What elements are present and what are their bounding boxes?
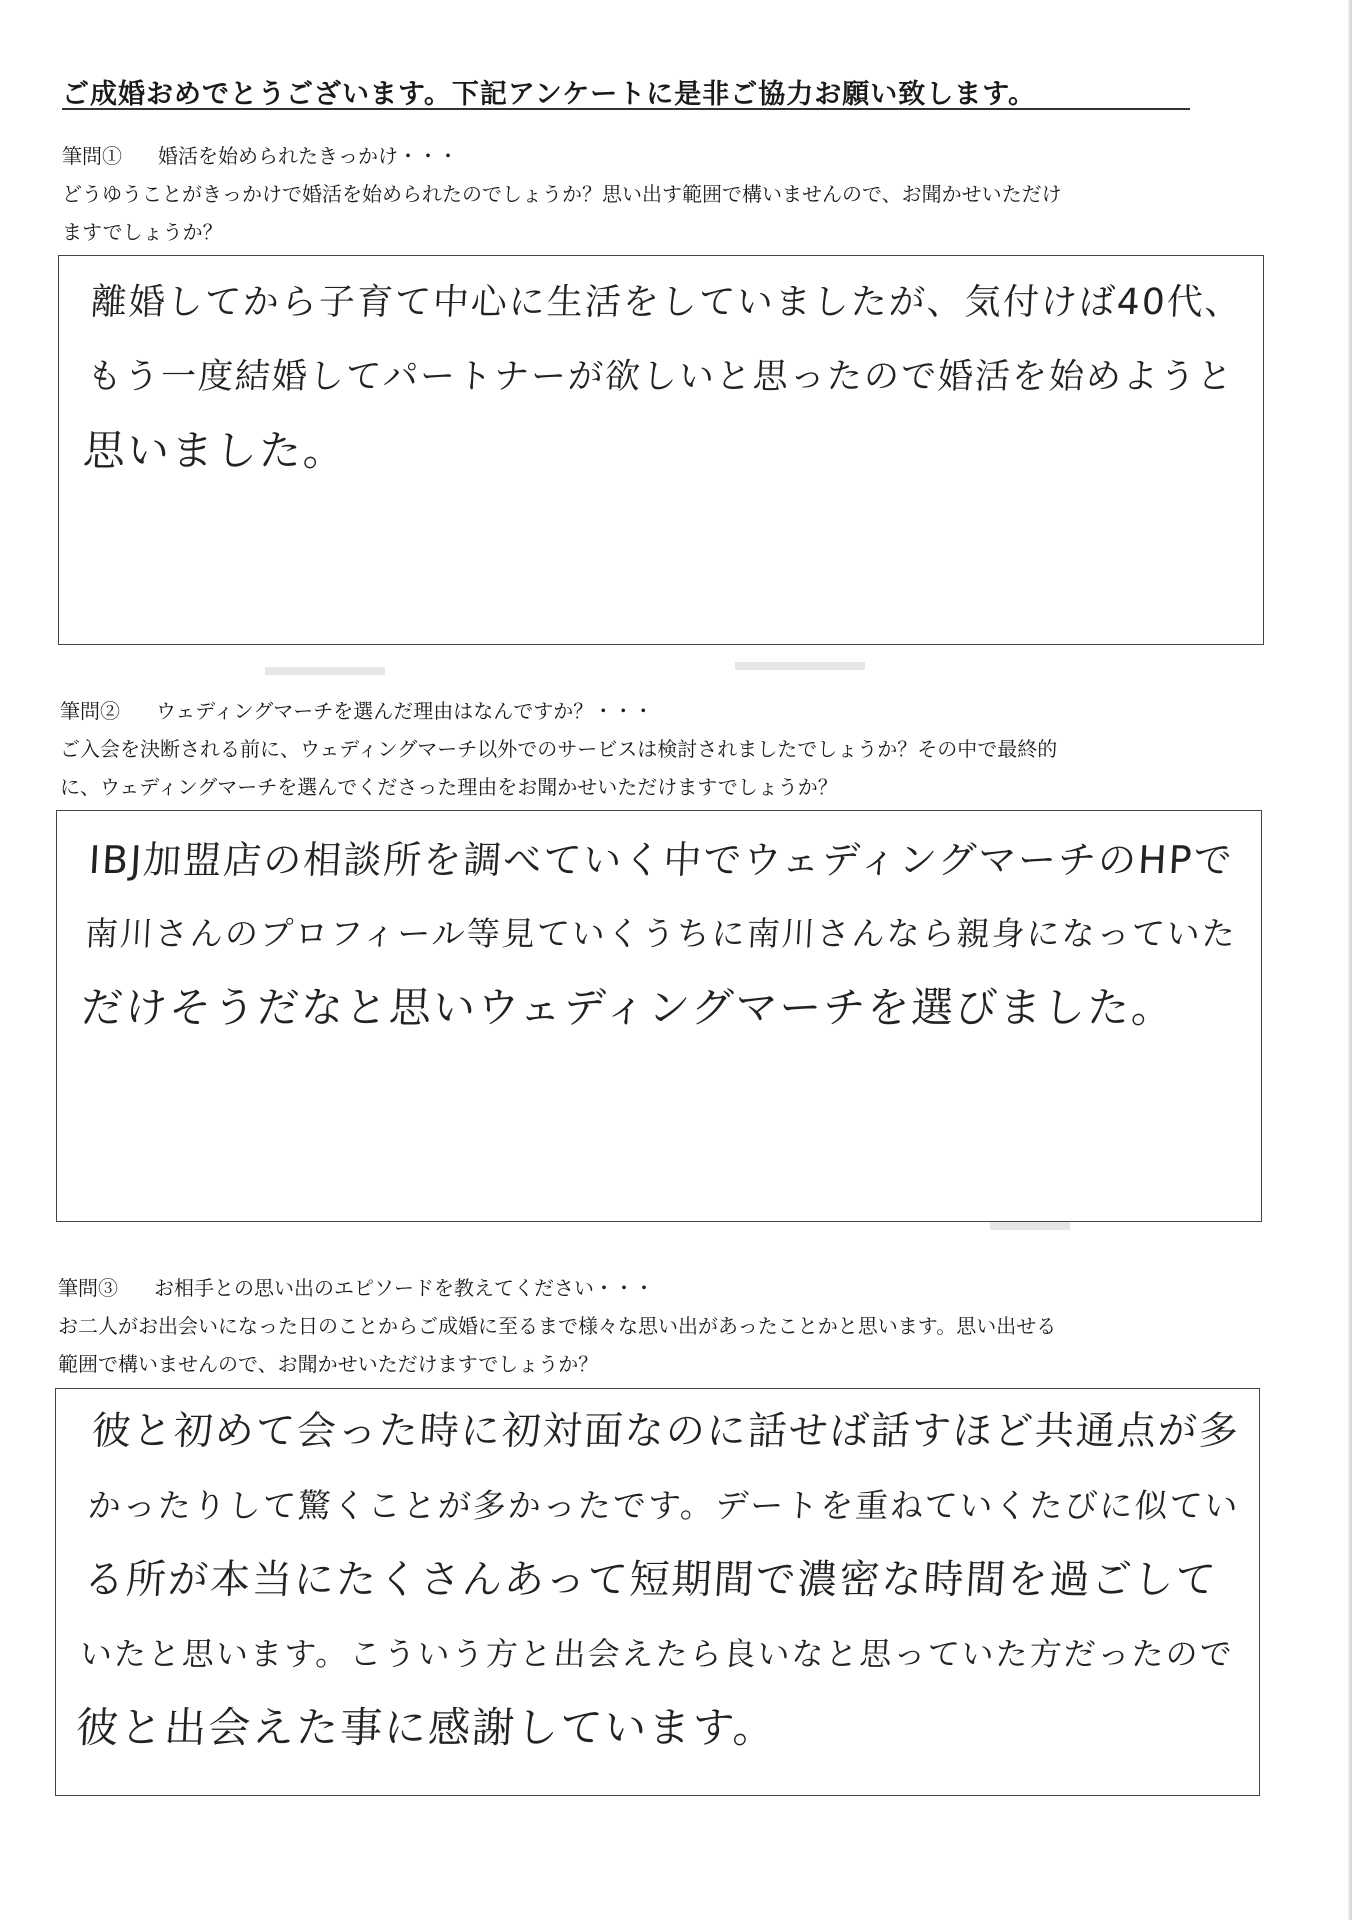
answer-box-2 (56, 810, 1262, 1222)
answer-2-line: 南川さんのプロフィール等見ていくうちに南川さんなら親身になっていた (84, 914, 1238, 953)
question-3-number: 筆問③ (58, 1276, 118, 1300)
question-1-prompt-line: どうゆうことがきっかけで婚活を始められたのでしょうか？思い出す範囲で構いませんので、お聞かせいただけ (62, 182, 1062, 206)
scan-page-edge (1348, 0, 1352, 1920)
question-2-prompt-line: ご入会を決断される前に、ウェディングマーチ以外でのサービスは検討されましたでしょうか？その中で最終的 (60, 737, 1058, 761)
answer-1-line: もう一度結婚してパートナーが欲しいと思ったので婚活を始めようと (85, 357, 1236, 397)
question-2-prompt (60, 730, 1057, 806)
title-underline (62, 108, 1190, 110)
answer-box-3 (55, 1388, 1260, 1796)
survey-title: ご成婚おめでとうございます。下記アンケートに是非ご協力お願い致します。 (62, 79, 1037, 110)
question-3-heading (58, 1272, 654, 1301)
scan-smudge (990, 1222, 1070, 1230)
answer-1-line: 思いました。 (81, 426, 349, 475)
answer-3-text (74, 1395, 1252, 1765)
answer-3-line: 彼と出会えた事に感謝しています。 (74, 1703, 779, 1752)
scan-smudge (735, 662, 865, 670)
answer-1-line: 離婚してから子育て中心に生活をしていましたが、気付けば40代、 (89, 282, 1244, 323)
answer-3-line: かったりして驚くことが多かったです。デートを重ねていくたびに似てい (86, 1486, 1241, 1525)
question-2-title: ウェディングマーチを選んだ理由はなんですか？・・・ (156, 699, 654, 723)
answer-box-1 (58, 255, 1264, 645)
answer-2-text (79, 823, 1251, 1045)
question-1-prompt-line: ますでしょうか？ (62, 220, 223, 244)
question-1-heading (62, 140, 458, 169)
question-3-prompt-line: 範囲で構いませんので、お聞かせいただけますでしょうか？ (58, 1352, 599, 1376)
question-2-prompt-line: に、ウェディングマーチを選んでくださった理由をお聞かせいただけますでしょうか？ (60, 775, 838, 799)
question-3-prompt-line: お二人がお出会いになった日のことからご成婚に至るまで様々な思い出があったことかと思います。思い出せる (58, 1314, 1057, 1338)
scan-smudge (265, 667, 385, 675)
question-1-title: 婚活を始められたきっかけ・・・ (158, 144, 458, 168)
answer-3-line: いたと思います。こういう方と出会えたら良いなと思っていた方だったので (79, 1635, 1235, 1673)
question-1-number: 筆問① (62, 144, 122, 168)
question-3-prompt (58, 1307, 1056, 1383)
question-2-heading (60, 695, 653, 724)
answer-2-line: だけそうだなと思いウェディングマーチを選びました。 (79, 983, 1177, 1032)
answer-3-line: 彼と初めて会った時に初対面なのに話せば話すほど共通点が多 (90, 1409, 1241, 1454)
question-1-prompt (62, 175, 1062, 251)
answer-2-line: IBJ加盟店の相談所を調べていく中でウェディングマーチのHPで (87, 838, 1235, 882)
question-3-title: お相手との思い出のエピソードを教えてください・・・ (154, 1276, 654, 1300)
answer-3-line: る所が本当にたくさんあって短期間で濃密な時間を過ごして (82, 1557, 1219, 1603)
answer-1-text (81, 266, 1253, 488)
question-2-number: 筆問② (60, 699, 120, 723)
